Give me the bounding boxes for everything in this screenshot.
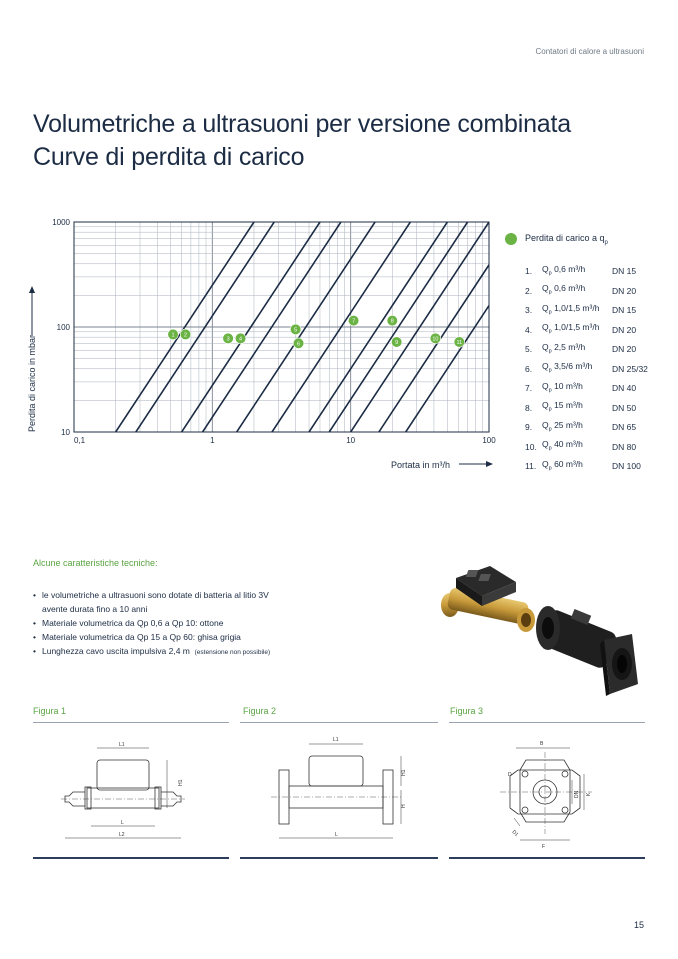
pressure-loss-chart <box>22 210 502 475</box>
chart-legend <box>505 230 662 476</box>
legend-row-flow: $Q_p$ 25 m³/h <box>542 419 583 433</box>
x-label-arrowhead <box>486 461 493 467</box>
y-tick-label: 1000 <box>52 218 70 227</box>
figure-2-bottom-rule <box>240 857 438 859</box>
x-tick-label: 10 <box>346 436 356 445</box>
marker-label-6: 6 <box>297 341 301 348</box>
fig2-dim-h: H <box>401 804 407 808</box>
legend-row-flow: $Q_p$ 2,5 m³/h <box>542 341 586 355</box>
brass-meter-photo <box>438 560 538 640</box>
legend-row-dn: DN 80 <box>612 441 637 452</box>
legend-row-dn: DN 65 <box>612 422 637 433</box>
legend-row-number: 5. <box>525 344 533 355</box>
feature-note: (estensione non possibile) <box>194 649 271 656</box>
legend-row-number: 6. <box>525 363 533 374</box>
marker-label-2: 2 <box>183 332 188 339</box>
legend-row-number: 4. <box>525 324 533 335</box>
marker-label-11: 11 <box>456 339 463 346</box>
y-tick-label: 10 <box>61 428 70 437</box>
page-title <box>33 108 571 174</box>
title-line-2: Curve di perdita di carico <box>33 143 305 171</box>
legend-row <box>525 281 662 300</box>
legend-row-flow: $Q_p$ 3,5/6 m³/h <box>542 361 593 375</box>
feature-item: • le volumetriche a ultrasuoni sono dotate di batteria al litio 3V <box>33 588 270 602</box>
section-header: Contatori di calore a ultrasuoni <box>535 47 644 56</box>
x-tick-label: 100 <box>482 436 496 445</box>
figure-2-top-rule <box>240 722 438 723</box>
legend-row <box>525 301 662 320</box>
legend-row-flow: $Q_p$ 15 m³/h <box>542 400 583 414</box>
x-tick-label: 1 <box>210 436 215 445</box>
marker-label-7: 7 <box>352 318 356 325</box>
fig2-dim-l: L <box>335 832 338 838</box>
title-line-1: Volumetriche a ultrasuoni per versione combinata <box>33 110 571 138</box>
legend-title: Perdita di carico a $q_p$ <box>505 230 662 246</box>
legend-row-dn: DN 50 <box>612 402 637 413</box>
marker-label-8: 8 <box>390 318 394 325</box>
legend-row-flow: $Q_p$ 60 m³/h <box>542 458 583 472</box>
feature-item: • Materiale volumetrica da Qp 15 a Qp 60: ghisa grigia <box>33 630 270 644</box>
figure-3-top-rule <box>449 722 645 723</box>
legend-row-dn: DN 15 <box>612 305 637 316</box>
fig2-dim-h1: H1 <box>401 769 407 776</box>
legend-row-number: 10. <box>525 441 537 452</box>
legend-row <box>525 379 662 398</box>
features-title: Alcune caratteristiche tecniche: <box>33 558 158 568</box>
figure-1-bottom-rule <box>33 857 229 859</box>
feature-item: • Lunghezza cavo uscita impulsiva 2,4 m (estensione non possibile) <box>33 644 270 660</box>
fig2-dim-l1: L1 <box>333 737 339 743</box>
legend-row-number: 9. <box>525 422 533 433</box>
legend-row-dn: DN 15 <box>612 266 637 277</box>
legend-table <box>525 262 662 476</box>
legend-row-flow: $Q_p$ 40 m³/h <box>542 439 583 453</box>
fig1-dim-l: L <box>121 820 124 826</box>
figure-3-drawing <box>480 730 610 854</box>
chart-y-label: Perdita di carico in mbar <box>27 334 37 432</box>
figure-2-drawing <box>265 730 415 850</box>
chart-ticks <box>52 218 496 445</box>
y-tick-label: 100 <box>56 323 70 332</box>
figure-1-label: Figura 1 <box>33 706 67 716</box>
legend-row-flow: $Q_p$ 0,6 m³/h <box>542 264 586 277</box>
legend-row-number: 7. <box>525 383 533 394</box>
legend-row <box>525 457 662 476</box>
marker-label-5: 5 <box>294 327 298 334</box>
legend-row <box>525 437 662 456</box>
fig3-dim-k: K <box>586 792 592 796</box>
fig1-dim-h1: H1 <box>178 779 184 786</box>
legend-row-flow: $Q_p$ 10 m³/h <box>542 380 583 394</box>
legend-row-dn: DN 20 <box>612 344 637 355</box>
figure-2-label: Figura 2 <box>243 706 277 716</box>
fig1-dim-l1: L1 <box>119 742 125 748</box>
marker-label-10: 10 <box>432 336 439 343</box>
marker-label-3: 3 <box>226 336 230 343</box>
fig3-dim-d: D <box>508 772 512 778</box>
marker-label-4: 4 <box>239 336 243 343</box>
legend-row-dn: DN 20 <box>612 285 637 296</box>
x-tick-label: 0,1 <box>74 436 86 445</box>
chart-x-label: Portata in m³/h <box>391 460 451 470</box>
legend-row-number: 11. <box>525 461 537 472</box>
fig3-dim-dn: DN <box>574 790 580 798</box>
legend-row-number: 1. <box>525 266 533 277</box>
legend-row-dn: DN 25/32 <box>612 363 648 374</box>
legend-row-flow: $Q_p$ 1,0/1,5 m³/h <box>542 322 600 336</box>
legend-row-number: 8. <box>525 402 533 413</box>
figure-1-top-rule <box>33 722 229 723</box>
legend-row-flow: $Q_p$ 1,0/1,5 m³/h <box>542 302 600 316</box>
green-marker-icon <box>505 233 517 245</box>
fig1-dim-l2: L2 <box>119 832 125 838</box>
legend-row-number: 3. <box>525 305 533 316</box>
legend-row <box>525 418 662 437</box>
features-list <box>33 588 270 660</box>
legend-row-number: 2. <box>525 285 533 296</box>
y-label-arrowhead <box>29 286 35 293</box>
fig3-dim-d1: D1 <box>510 829 520 838</box>
feature-item: • Materiale volumetrica da Qp 0,6 a Qp 10: ottone <box>33 616 270 630</box>
figure-1-drawing <box>55 730 205 850</box>
cast-iron-meter-photo <box>532 600 644 700</box>
page-number: 15 <box>633 920 644 930</box>
legend-row <box>525 359 662 378</box>
feature-item-continued: avente durata fino a 10 anni <box>42 604 148 614</box>
figure-3-label: Figura 3 <box>450 706 484 716</box>
figure-3-bottom-rule <box>449 857 645 859</box>
legend-row-flow: $Q_p$ 0,6 m³/h <box>542 283 586 297</box>
marker-label-1: 1 <box>171 332 175 339</box>
legend-row-dn: DN 20 <box>612 324 637 335</box>
legend-row <box>525 262 662 281</box>
legend-row <box>525 320 662 339</box>
legend-row-dn: DN 40 <box>612 383 637 394</box>
legend-row-dn: DN 100 <box>612 461 641 472</box>
legend-row <box>525 340 662 359</box>
fig3-dim-b: B <box>540 741 544 747</box>
marker-label-9: 9 <box>395 339 399 346</box>
legend-row <box>525 398 662 417</box>
fig3-dim-f: F <box>542 844 546 850</box>
